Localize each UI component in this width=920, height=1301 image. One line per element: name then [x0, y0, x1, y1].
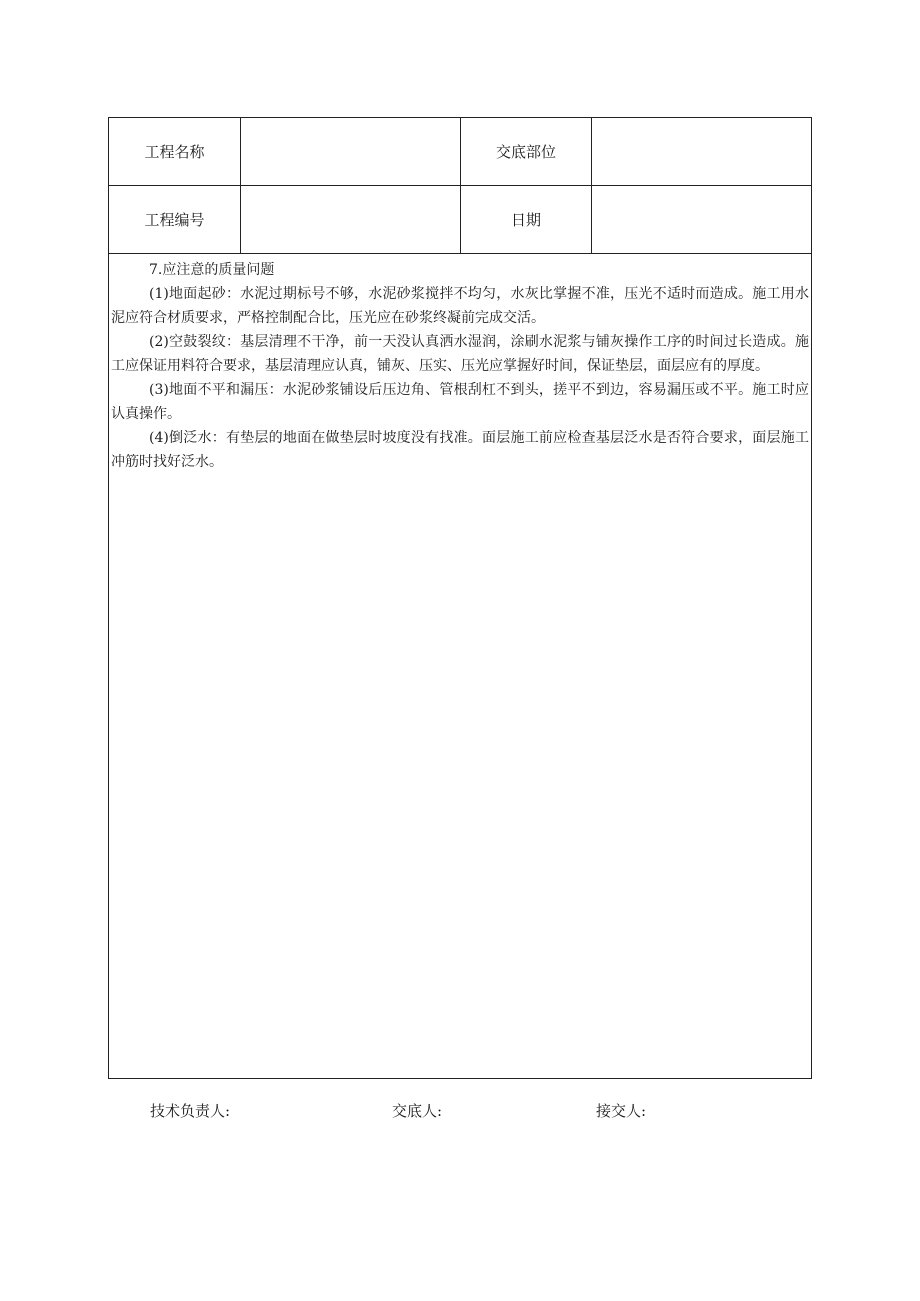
tech-lead-signature-label: 技术负责人:	[150, 1102, 231, 1120]
project-number-label: 工程编号	[109, 186, 241, 253]
section-heading: 7.应注意的质量问题	[149, 262, 275, 278]
disclosure-location-label: 交底部位	[461, 118, 592, 185]
quality-issue-item: (1)地面起砂：水泥过期标号不够，水泥砂浆搅拌不均匀，水灰比掌握不准，压光不适时而造成。施工用水泥应符合材质要求，严格控制配合比，压光应在砂浆终凝前完成交活。	[111, 286, 809, 326]
project-name-label: 工程名称	[109, 118, 241, 185]
project-number-value	[241, 186, 461, 253]
discloser-signature-label: 交底人:	[392, 1102, 443, 1120]
disclosure-content	[109, 254, 811, 474]
signature-line	[0, 1100, 920, 1124]
header-row-1	[109, 118, 811, 186]
quality-issue-item: (2)空鼓裂纹：基层清理不干净，前一天没认真洒水湿润，涂刷水泥浆与铺灰操作工序的时间过长造成。施工应保证用料符合要求，基层清理应认真，铺灰、压实、压光应掌握好时间，保证垫层，面层应有的厚度。	[111, 334, 809, 374]
quality-issue-item: (4)倒泛水：有垫层的地面在做垫层时坡度没有找准。面层施工前应检查基层泛水是否符合要求，面层施工冲筋时找好泛水。	[111, 430, 809, 470]
quality-issue-item: (3)地面不平和漏压：水泥砂浆铺设后压边角、管根刮杠不到头，搓平不到边，容易漏压或不平。施工时应认真操作。	[111, 382, 809, 422]
date-label: 日期	[461, 186, 592, 253]
header-row-2	[109, 186, 811, 254]
disclosure-location-value	[592, 118, 811, 185]
project-name-value	[241, 118, 461, 185]
date-value	[592, 186, 811, 253]
receiver-signature-label: 接交人:	[596, 1102, 647, 1120]
disclosure-form	[108, 117, 812, 1079]
